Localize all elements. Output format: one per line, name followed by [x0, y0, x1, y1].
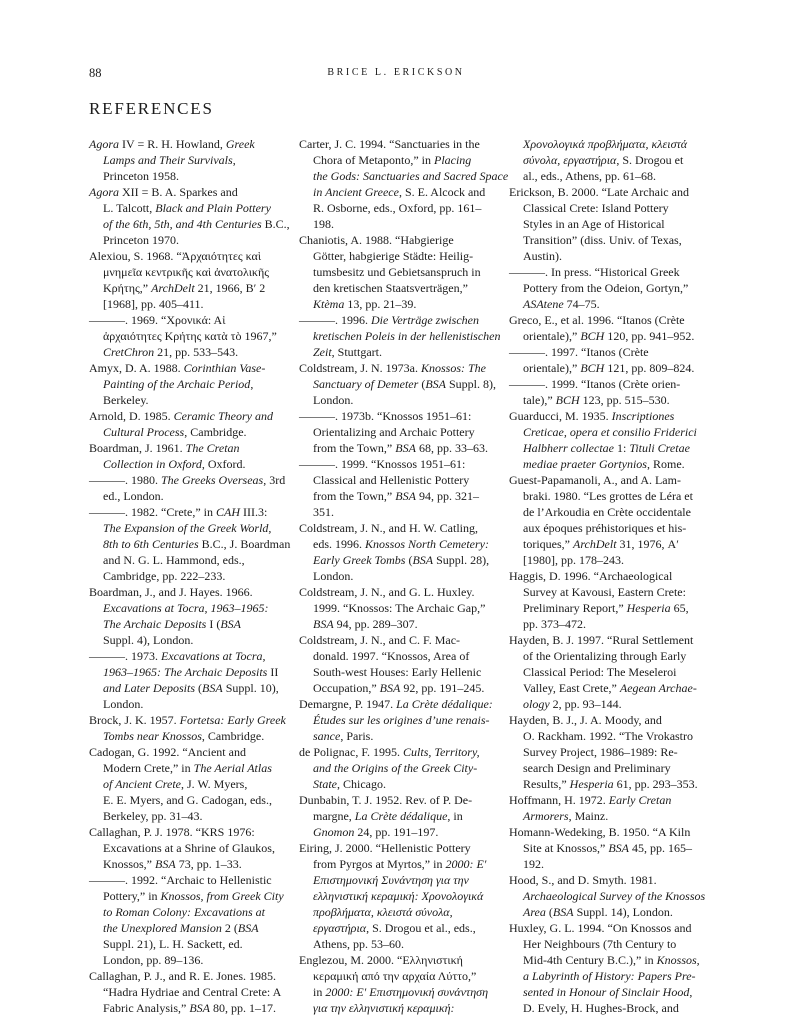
reference-entry-line: Sanctuary of Demeter (BSA Suppl. 8),	[313, 377, 496, 391]
reference-entry-start: Callaghan, P. J., and R. E. Jones. 1985.	[89, 969, 276, 983]
reference-entry-line: a Labyrinth of History: Papers Pre-	[523, 969, 696, 983]
reference-entry-line: R. Osborne, eds., Oxford, pp. 161–	[313, 201, 482, 215]
reference-entry-line: orientale),” BCH 121, pp. 809–824.	[523, 361, 695, 375]
reference-entry-line: search Design and Preliminary	[523, 761, 671, 775]
reference-entry-line: Painting of the Archaic Period,	[103, 377, 254, 391]
reference-entry-line: Armorers, Mainz.	[523, 809, 609, 823]
reference-entry-start: Callaghan, P. J. 1978. “KRS 1976:	[89, 825, 255, 839]
reference-entry-line: Cambridge, pp. 222–233.	[103, 569, 226, 583]
reference-entry-line: mediae praeter Gortynios, Rome.	[523, 457, 685, 471]
reference-entry-line: Cultural Process, Cambridge.	[103, 425, 247, 439]
reference-entry-start: Guarducci, M. 1935. Inscriptiones	[509, 409, 675, 423]
reference-entry-line: London.	[313, 393, 354, 407]
reference-entry-line: al., eds., Athens, pp. 61–68.	[523, 169, 656, 183]
reference-entry-line: South-west Houses: Early Hellenic	[313, 665, 482, 679]
reference-entry-line: Knossos,” BSA 73, pp. 1–33.	[103, 857, 242, 871]
reference-entry-start: Erickson, B. 2000. “Late Archaic and	[509, 185, 689, 199]
reference-entry-line: BSA 94, pp. 289–307.	[313, 617, 418, 631]
reference-entry-line: 198.	[313, 217, 334, 231]
reference-entry-line: from the Town,” BSA 94, pp. 321–	[313, 489, 479, 503]
reference-entry-line: Suppl. 21), L. H. Sackett, ed.	[103, 937, 243, 951]
reference-entry-line: E. E. Myers, and G. Cadogan, eds.,	[103, 793, 272, 807]
reference-entry-start: ———. 1999. “Knossos 1951–61:	[299, 457, 466, 471]
reference-entry-line: Suppl. 4), London.	[103, 633, 194, 647]
reference-entry-line: eds. 1996. Knossos North Cemetery:	[313, 537, 489, 551]
reference-entry-start: Englezou, M. 2000. “Ελληνιστική	[299, 953, 463, 967]
reference-entry-start: Haggis, D. 1996. “Archaeological	[509, 569, 673, 583]
reference-entry-line: the Unexplored Mansion 2 (BSA	[103, 921, 259, 935]
reference-entry-line: Survey at Kavousi, Eastern Crete:	[523, 585, 686, 599]
reference-entry-line: den kretischen Staatsverträgen,”	[313, 281, 468, 295]
reference-entry-line: ἀρχαιότητες Κρήτης κατὰ τὸ 1967,”	[103, 329, 277, 343]
reference-entry-line: Creticae, opera et consilio Friderici	[523, 425, 697, 439]
reference-entry-line: Επιστημονική Συνάντηση για την	[313, 873, 469, 887]
reference-entry-line: the Gods: Sanctuaries and Sacred Space	[313, 169, 509, 183]
reference-entry-line: Styles in an Age of Historical	[523, 217, 665, 231]
reference-entry-start: Hayden, B. J. 1997. “Rural Settlement	[509, 633, 694, 647]
reference-entry-line: The Expansion of the Greek World,	[103, 521, 272, 535]
reference-entry-line: from Pyrgos at Myrtos,” in 2000: Ε′	[313, 857, 487, 871]
page-number: 88	[89, 66, 102, 80]
reference-entry-line: Collection in Oxford, Oxford.	[103, 457, 246, 471]
reference-entry-line: of Ancient Crete, J. W. Myers,	[103, 777, 248, 791]
reference-entry-start: Coldstream, J. N. 1973a. Knossos: The	[299, 361, 487, 375]
reference-entry-line: Early Greek Tombs (BSA Suppl. 28),	[313, 553, 490, 567]
reference-entry-line: O. Rackham. 1992. “The Vrokastro	[523, 729, 694, 743]
reference-entry-line: Pottery from the Odeion, Gortyn,”	[523, 281, 689, 295]
reference-entry-line: toriques,” ArchDelt 31, 1976, Α′	[523, 537, 679, 551]
reference-entry-start: Hayden, B. J., J. A. Moody, and	[509, 713, 662, 727]
reference-entry-line: Excavations at Tocra, 1963–1965:	[103, 601, 269, 615]
reference-entry-line: “Hadra Hydriae and Central Crete: A	[103, 985, 282, 999]
reference-entry-line: Classical Crete: Island Pottery	[523, 201, 669, 215]
reference-entry-line: Occupation,” BSA 92, pp. 191–245.	[313, 681, 485, 695]
reference-entry-line: Athens, pp. 53–60.	[313, 937, 404, 951]
reference-entry-line: Mid-4th Century B.C.),” in Knossos,	[523, 953, 700, 967]
reference-entry-line: Princeton 1970.	[103, 233, 179, 247]
reference-entry-line: κεραμική από την αρχαία Λύττο,”	[313, 969, 477, 983]
reference-entry-start: ———. 1997. “Itanos (Crète	[509, 345, 649, 359]
reference-entry-line: Classical and Hellenistic Pottery	[313, 473, 470, 487]
reference-entry-line: London.	[103, 697, 144, 711]
reference-entry-start: ———. 1996. Die Verträge zwischen	[299, 313, 479, 327]
reference-entry-line: margne, La Crète dédalique, in	[313, 809, 463, 823]
reference-entry-line: Site at Knossos,” BSA 45, pp. 165–	[523, 841, 693, 855]
reference-entry-line: and Later Deposits (BSA Suppl. 10),	[103, 681, 279, 695]
reference-entry-start: Dunbabin, T. J. 1952. Rev. of P. De-	[299, 793, 473, 807]
reference-entry-line: Results,” Hesperia 61, pp. 293–353.	[523, 777, 698, 791]
reference-entry-start: Brock, J. K. 1957. Fortetsa: Early Greek	[89, 713, 286, 727]
reference-entry-line: L. Talcott, Black and Plain Pottery	[103, 201, 271, 215]
reference-entry-line: Pottery,” in Knossos, from Greek City	[103, 889, 284, 903]
reference-entry-start: ———. 1980. The Greeks Overseas, 3rd	[89, 473, 286, 487]
reference-entry-start: ———. 1969. “Χρονικά: Αἱ	[89, 313, 226, 327]
reference-entry-line: Lamps and Their Survivals,	[103, 153, 236, 167]
reference-entry-line: kretischen Poleis in der hellenistischen	[313, 329, 501, 343]
running-head: BRICE L. ERICKSON	[327, 67, 465, 78]
reference-entry-line: 1963–1965: The Archaic Deposits II	[103, 665, 279, 679]
reference-entry-line: Excavations at a Shrine of Glaukos,	[103, 841, 275, 855]
reference-entry-line: Berkeley, pp. 31–43.	[103, 809, 203, 823]
reference-entry-line: of the Orientalizing through Early	[523, 649, 687, 663]
reference-entry-line: ed., London.	[103, 489, 164, 503]
reference-entry-line: Archaeological Survey of the Knossos	[523, 889, 706, 903]
reference-entry-line: ελληνιστική κεραμική: Χρονολογικά	[313, 889, 484, 903]
reference-entry-start: Guest-Papamanoli, A., and A. Lam-	[509, 473, 681, 487]
reference-entry-line: 8th to 6th Centuries B.C., J. Boardman	[103, 537, 291, 551]
reference-entry-start: ———. 1999. “Itanos (Crète orien-	[509, 377, 681, 391]
reference-entry-line: donald. 1997. “Knossos, Area of	[313, 649, 470, 663]
reference-entry-start: Hood, S., and D. Smyth. 1981.	[509, 873, 657, 887]
reference-entry-line: ASAtene 74–75.	[523, 297, 600, 311]
reference-entry-line: Survey Project, 1986–1989: Re-	[523, 745, 678, 759]
reference-entry-line: Chora of Metaponto,” in Placing	[313, 153, 472, 167]
reference-entry-start: Arnold, D. 1985. Ceramic Theory and	[89, 409, 273, 423]
reference-entry-start: de Polignac, F. 1995. Cults, Territory,	[299, 745, 480, 759]
reference-entry-line: Χρονολογικά προβλήματα, κλειστά	[523, 137, 688, 151]
reference-entry-start: Coldstream, J. N., and G. L. Huxley.	[299, 585, 475, 599]
reference-entry-line: Her Neighbours (7th Century to	[523, 937, 677, 951]
reference-entry-line: Princeton 1958.	[103, 169, 179, 183]
reference-entry-start: Alexiou, S. 1968. “Ἀρχαιότητες καὶ	[89, 249, 262, 263]
reference-entry-line: and N. G. L. Hammond, eds.,	[103, 553, 245, 567]
reference-entry-line: Gnomon 24, pp. 191–197.	[313, 825, 439, 839]
reference-entry-line: Götter, habgierige Städte: Heilig-	[313, 249, 474, 263]
reference-entry-line: Area (BSA Suppl. 14), London.	[523, 905, 673, 919]
reference-entry-line: ology 2, pp. 93–144.	[523, 697, 622, 711]
reference-entry-line: [1968], pp. 405–411.	[103, 297, 204, 311]
reference-entry-start: Cadogan, G. 1992. “Ancient and	[89, 745, 246, 759]
reference-entry-line: of the 6th, 5th, and 4th Centuries B.C.,	[103, 217, 290, 231]
reference-entry-line: Berkeley.	[103, 393, 149, 407]
reference-entry-line: tumsbesitz und Gebietsanspruch in	[313, 265, 481, 279]
reference-entry-start: Homann-Wedeking, B. 1950. “A Kiln	[509, 825, 691, 839]
reference-entry-line: sance, Paris.	[313, 729, 374, 743]
reference-entry-line: sented in Honour of Sinclair Hood,	[523, 985, 693, 999]
reference-entry-line: προβλήματα, κλειστά σύνολα,	[313, 905, 453, 919]
reference-entry-start: Agora XII = B. A. Sparkes and	[89, 185, 238, 199]
reference-entry-start: Huxley, G. L. 1994. “On Knossos and	[509, 921, 692, 935]
reference-entry-line: pp. 373–472.	[523, 617, 586, 631]
reference-entry-line: in Ancient Greece, S. E. Alcock and	[313, 185, 486, 199]
reference-entry-start: ———. 1992. “Archaic to Hellenistic	[89, 873, 272, 887]
reference-entry-line: [1980], pp. 178–243.	[523, 553, 624, 567]
reference-entry-line: μνημεῖα κεντρικῆς καὶ ἀνατολικῆς	[103, 265, 270, 279]
reference-entry-start: Coldstream, J. N., and H. W. Catling,	[299, 521, 478, 535]
reference-entry-start: Carter, J. C. 1994. “Sanctuaries in the	[299, 137, 480, 151]
reference-entry-line: aux époques préhistoriques et his-	[523, 521, 687, 535]
reference-entry-start: Coldstream, J. N., and C. F. Mac-	[299, 633, 461, 647]
reference-entry-line: orientale),” BCH 120, pp. 941–952.	[523, 329, 695, 343]
reference-entry-line: de l’Arkoudia en Crète occidentale	[523, 505, 691, 519]
reference-entry-start: Greco, E., et al. 1996. “Itanos (Crète	[509, 313, 685, 327]
reference-entry-line: Austin).	[523, 249, 562, 263]
reference-entry-start: ———. 1973. Excavations at Tocra,	[89, 649, 266, 663]
reference-entry-start: Agora IV = R. H. Howland, Greek	[89, 137, 255, 151]
reference-entry-start: ———. In press. “Historical Greek	[509, 265, 680, 279]
reference-entry-line: Transition” (diss. Univ. of Texas,	[523, 233, 682, 247]
reference-entry-line: Classical Period: The Meseleroi	[523, 665, 677, 679]
reference-entry-start: Hoffmann, H. 1972. Early Cretan	[509, 793, 672, 807]
reference-entry-line: London.	[313, 569, 354, 583]
reference-entry-line: Valley, East Crete,” Aegean Archae-	[523, 681, 697, 695]
reference-entry-line: to Roman Colony: Excavations at	[103, 905, 265, 919]
reference-entry-line: για την ελληνιστική κεραμική:	[313, 1001, 455, 1015]
reference-entry-line: from the Town,” BSA 68, pp. 33–63.	[313, 441, 488, 455]
reference-entry-start: ———. 1982. “Crete,” in CAH III.3:	[89, 505, 268, 519]
reference-entry-line: 192.	[523, 857, 544, 871]
reference-entry-line: Modern Crete,” in The Aerial Atlas	[103, 761, 272, 775]
reference-entry-line: Ktèma 13, pp. 21–39.	[313, 297, 417, 311]
reference-entry-line: Études sur les origines d’une renais-	[313, 713, 490, 727]
reference-entry-line: Zeit, Stuttgart.	[313, 345, 383, 359]
reference-entry-start: Chaniotis, A. 1988. “Habgierige	[299, 233, 454, 247]
reference-entry-line: Preliminary Report,” Hesperia 65,	[523, 601, 689, 615]
reference-entry-line: London, pp. 89–136.	[103, 953, 204, 967]
reference-entry-line: Tombs near Knossos, Cambridge.	[103, 729, 265, 743]
reference-entry-line: Κρήτης,” ArchDelt 21, 1966, Β′ 2	[103, 281, 266, 295]
reference-entry-line: σύνολα, εργαστήρια, S. Drogou et	[523, 153, 684, 167]
reference-entry-start: Amyx, D. A. 1988. Corinthian Vase-	[89, 361, 266, 375]
reference-entry-line: D. Evely, H. Hughes-Brock, and	[523, 1001, 679, 1015]
reference-entry-start: Boardman, J. 1961. The Cretan	[89, 441, 240, 455]
reference-entry-start: ———. 1973b. “Knossos 1951–61:	[299, 409, 472, 423]
reference-entry-line: tale),” BCH 123, pp. 515–530.	[523, 393, 670, 407]
section-title: REFERENCES	[89, 99, 214, 118]
reference-entry-line: braki. 1980. “Les grottes de Léra et	[523, 489, 693, 503]
reference-entry-line: 351.	[313, 505, 334, 519]
reference-entry-start: Boardman, J., and J. Hayes. 1966.	[89, 585, 253, 599]
reference-entry-line: The Archaic Deposits I (BSA	[103, 617, 241, 631]
reference-entry-line: CretChron 21, pp. 533–543.	[103, 345, 239, 359]
reference-entry-line: Halbherr collectae 1: Tituli Cretae	[523, 441, 690, 455]
reference-entry-line: εργαστήρια, S. Drogou et al., eds.,	[313, 921, 476, 935]
reference-entry-line: Orientalizing and Archaic Pottery	[313, 425, 475, 439]
reference-entry-line: Fabric Analysis,” BSA 80, pp. 1–17.	[103, 1001, 276, 1015]
reference-entry-line: 1999. “Knossos: The Archaic Gap,”	[313, 601, 486, 615]
reference-entry-line: in 2000: Ε′ Επιστημονική συνάντηση	[313, 985, 489, 999]
reference-entry-line: and the Origins of the Greek City-	[313, 761, 478, 775]
reference-entry-start: Eiring, J. 2000. “Hellenistic Pottery	[299, 841, 471, 855]
reference-entry-start: Demargne, P. 1947. La Crète dédalique:	[299, 697, 493, 711]
reference-entry-line: State, Chicago.	[313, 777, 386, 791]
